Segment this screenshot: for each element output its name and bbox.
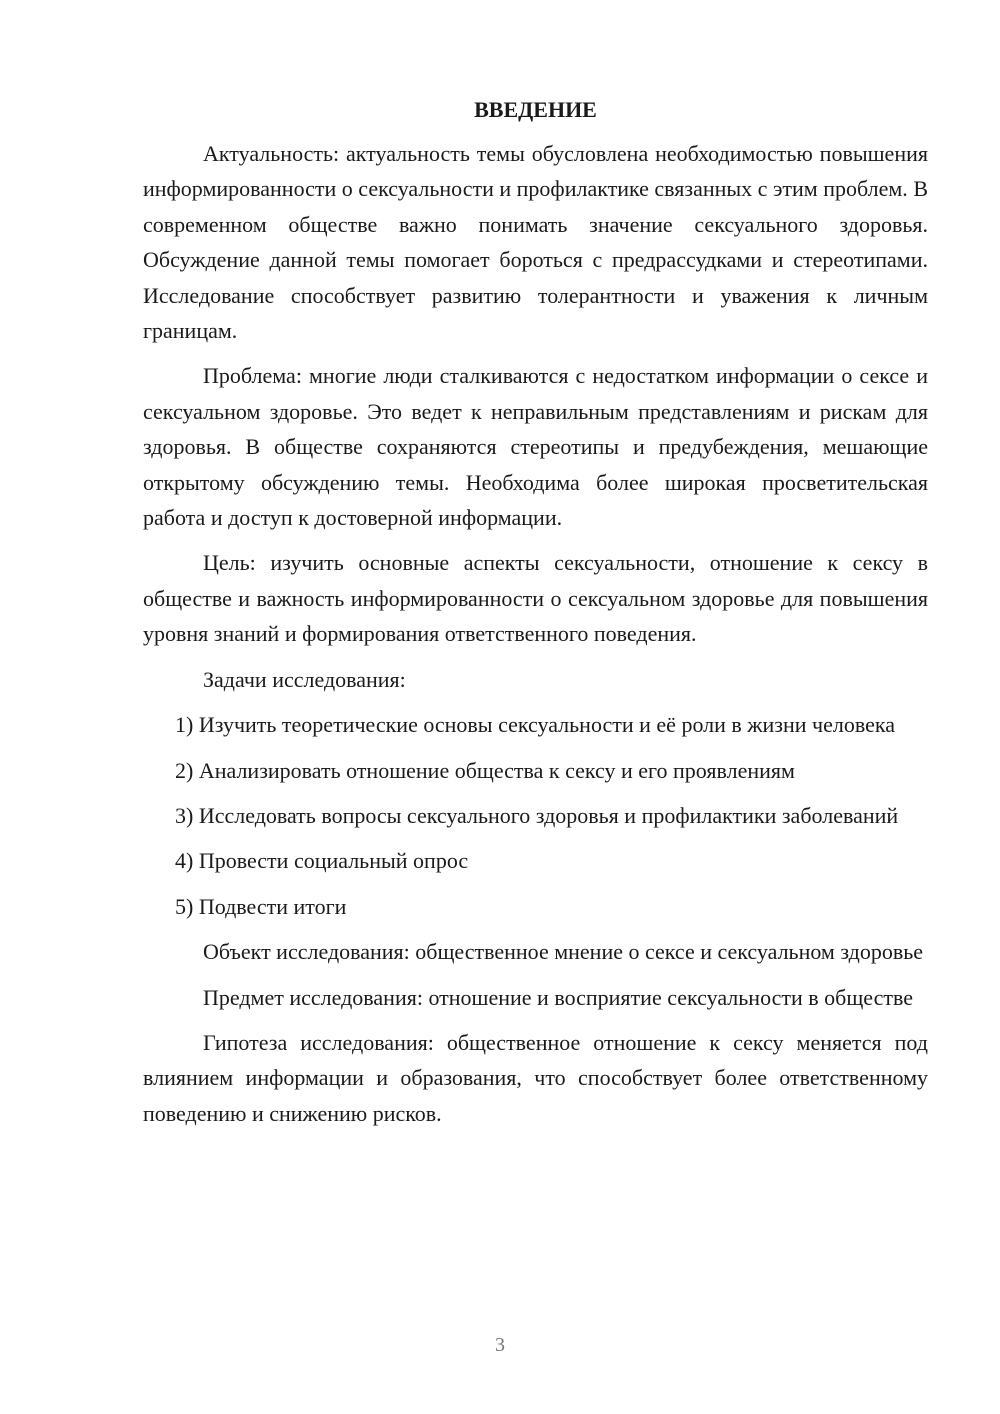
task-item-1: 1) Изучить теоретические основы сексуальности и её роли в жизни человека [175, 712, 895, 738]
task-item-2: 2) Анализировать отношение общества к сексу и его проявлениям [175, 757, 795, 783]
task-item-3: 3) Исследовать вопросы сексуального здоровья и профилактики заболеваний [175, 802, 899, 828]
page-number: 3 [495, 1334, 505, 1356]
section-title: ВВЕДЕНИЕ [474, 97, 597, 122]
paragraph-object: Объект исследования: общественное мнение о сексе и сексуальном здоровье [203, 939, 924, 965]
paragraph-tasks-heading: Задачи исследования: [203, 666, 406, 692]
paragraph-problem: Проблема: многие люди сталкиваются с недостатком информации о сексе и сексуальном здоровье. Это ведет к неправильным представлениям и рискам для здоровья. В обществе сохраняются стереотипы и предубеждения, мешающие открытому обсуждению темы. Необходима более широкая просветительская работа и доступ к достоверной информации. [143, 363, 928, 531]
paragraph-goal: Цель: изучить основные аспекты сексуальности, отношение к сексу в обществе и важность информированности о сексуальном здоровье для повышения уровня знаний и формирования ответственного поведения. [143, 550, 928, 647]
paragraph-hypothesis: Гипотеза исследования: общественное отношение к сексу меняется под влиянием информации и образования, что способствует более ответственному поведению и снижению рисков. [143, 1029, 928, 1126]
paragraph-relevance: Актуальность: актуальность темы обусловлена необходимостью повышения информированности о сексуальности и профилактике связанных с этим проблем. В современном обществе важно понимать значение сексуального здоровья. Обсуждение данной темы помогает бороться с предрассудками и стереотипами. Исследование способствует развитию толерантности и уважения к личным границам. [143, 141, 928, 344]
task-item-5: 5) Подвести итоги [175, 893, 347, 919]
document-page [143, 92, 928, 1141]
paragraph-subject: Предмет исследования: отношение и восприятие сексуальности в обществе [203, 984, 914, 1010]
task-item-4: 4) Провести социальный опрос [175, 848, 469, 874]
